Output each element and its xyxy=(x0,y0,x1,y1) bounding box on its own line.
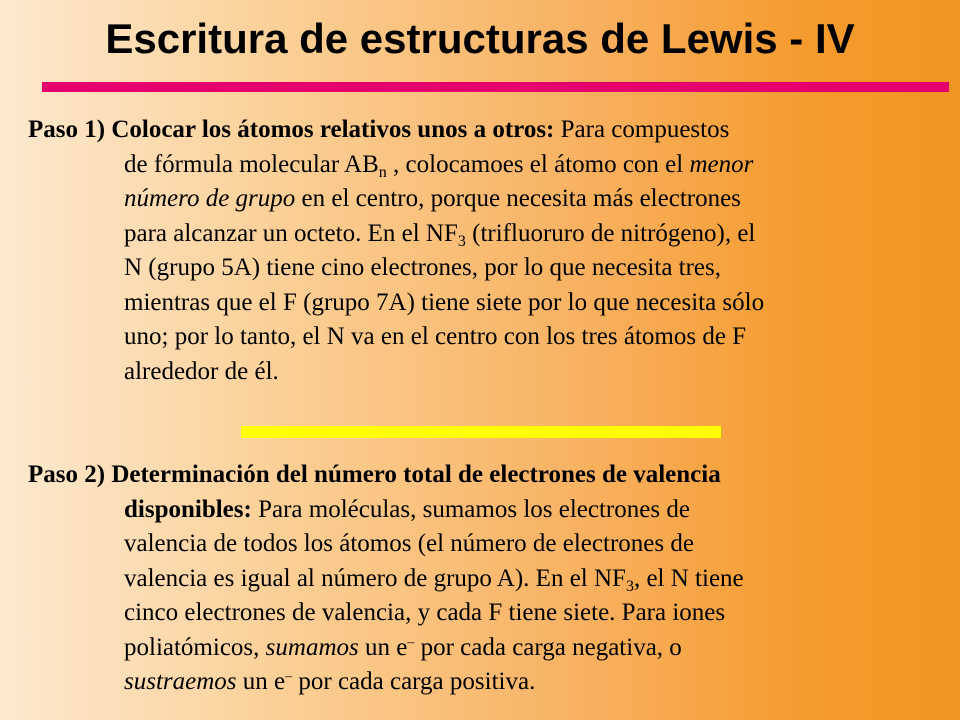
paso-2-text: , el N tiene xyxy=(633,564,744,592)
title-underline-bar xyxy=(42,82,949,92)
paso-2-text: por cada carga negativa, o xyxy=(414,633,682,661)
paso-2-line-4 xyxy=(28,562,948,597)
emphasis-text: menor xyxy=(689,150,754,178)
paso-2-heading-cont: disponibles: xyxy=(124,495,252,523)
paso-2-line-6 xyxy=(28,631,948,666)
paso-1-line-4 xyxy=(28,217,948,252)
paso-2-paragraph xyxy=(28,458,948,700)
paso-1-text: , colocamoes el átomo con el xyxy=(386,150,690,178)
paso-2-heading: Paso 2) Determinación del número total de electrones de valencia xyxy=(28,461,721,488)
paso-1-line-3 xyxy=(28,182,948,217)
paso-2-text: un e xyxy=(358,633,408,661)
paso-1-text: Para compuestos xyxy=(554,116,730,143)
paso-2-line-5: cinco electrones de valencia, y cada F tiene siete. Para iones xyxy=(124,599,726,626)
paso-1-line-5: N (grupo 5A) tiene cino electrones, por lo que necesita tres, xyxy=(124,254,722,281)
paso-2-text: valencia es igual al número de grupo A). En el NF xyxy=(124,564,626,592)
paso-1-text: para alcanzar un octeto. En el NF xyxy=(124,219,458,247)
paso-1-line-1 xyxy=(28,113,948,148)
paso-1-line-2 xyxy=(28,148,948,183)
paso-2-text: Para moléculas, sumamos los electrones de xyxy=(251,495,690,523)
paso-2-line-7 xyxy=(28,665,948,700)
superscript: – xyxy=(285,669,293,684)
paso-1-line-6: mientras que el F (grupo 7A) tiene siete por lo que necesita sólo xyxy=(124,288,765,316)
section-separator-bar xyxy=(241,426,721,438)
paso-1-text: de fórmula molecular AB xyxy=(124,150,379,178)
slide-title: Escritura de estructuras de Lewis - IV xyxy=(105,15,855,62)
paso-2-line-3: valencia de todos los átomos (el número de electrones de xyxy=(124,530,694,557)
subscript: 3 xyxy=(457,232,466,250)
subscript: n xyxy=(378,163,387,181)
paso-2-line-2 xyxy=(28,493,948,528)
subscript: 3 xyxy=(625,577,634,595)
emphasis-text: sustraemos xyxy=(124,668,237,695)
paso-2-line-1 xyxy=(28,458,948,493)
paso-1-line-7: uno; por lo tanto, el N va en el centro con los tres átomos de F xyxy=(124,323,747,350)
paso-2-text: un e xyxy=(236,668,286,695)
superscript: – xyxy=(407,634,415,650)
paso-2-text: por cada carga positiva. xyxy=(292,668,536,695)
paso-1-line-8: alrededor de él. xyxy=(124,357,279,385)
paso-1-heading: Paso 1) Colocar los átomos relativos unos a otros: xyxy=(28,116,555,143)
emphasis-text: número de grupo xyxy=(124,185,296,212)
paso-2-text: poliatómicos, xyxy=(124,633,266,661)
paso-1-paragraph xyxy=(28,113,948,389)
emphasis-text: sumamos xyxy=(265,633,359,661)
paso-1-text: en el centro, porque necesita más electrones xyxy=(295,185,741,212)
paso-1-text: (trifluoruro de nitrógeno), el xyxy=(465,219,756,247)
